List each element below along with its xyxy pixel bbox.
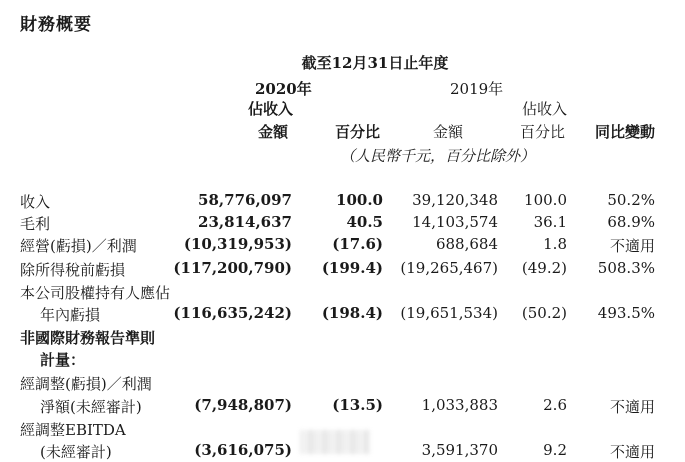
row-label: 經營(虧損)／利潤 (20, 237, 137, 255)
yoy-change: 50.2% (607, 191, 655, 209)
amount-2020: (10,319,953) (183, 235, 292, 253)
year-2019-header: 2019年 (450, 80, 504, 98)
yoy-header: 同比變動 (594, 123, 655, 141)
year-2020-header: 2020年 (255, 80, 312, 98)
row-label: 淨額(未經審計) (40, 398, 142, 416)
blurred-watermark (300, 430, 370, 454)
yoy-change: 493.5% (597, 304, 655, 322)
pct-2020: (198.4) (321, 304, 383, 322)
amount-2020: 23,814,637 (198, 213, 292, 231)
amount-2020: (116,635,242) (173, 304, 292, 322)
table-row (0, 373, 685, 394)
pct-2020: (13.5) (332, 396, 383, 414)
amount-2019: (19,651,534) (400, 304, 498, 322)
table-row (0, 235, 685, 256)
pct-2019: 36.1 (533, 213, 567, 231)
row-label: 毛利 (20, 215, 51, 233)
row-label: 經調整(虧損)／利潤 (20, 375, 152, 393)
pct-2019-header-line2: 百分比 (519, 123, 565, 141)
amount-2020-header: 金額 (257, 123, 288, 141)
table-row (0, 259, 685, 280)
table-row (0, 304, 685, 325)
pct-2020: (17.6) (332, 235, 383, 253)
table-row (0, 282, 685, 303)
yoy-change: 68.9% (607, 213, 655, 231)
pct-2019: (49.2) (521, 259, 567, 277)
pct-2020-header-line2: 百分比 (334, 123, 380, 141)
amount-2020: (3,616,075) (194, 441, 292, 459)
amount-2019: 14,103,574 (412, 213, 498, 231)
row-label: 年內虧損 (40, 306, 101, 324)
pct-2019: 2.6 (543, 396, 567, 414)
row-label: 本公司股權持有人應佔 (20, 284, 171, 302)
pct-2019: 100.0 (524, 191, 567, 209)
row-label: 計量： (40, 351, 86, 369)
amount-2019-header: 金額 (432, 123, 463, 141)
pct-2020: (199.4) (321, 259, 383, 277)
section-title: 財務概要 (20, 15, 92, 35)
yoy-change: 不適用 (609, 443, 655, 461)
yoy-change: 不適用 (609, 398, 655, 416)
amount-2019: 1,033,883 (421, 396, 498, 414)
amount-2019: 3,591,370 (421, 441, 498, 459)
unit-note: （人民幣千元，百分比除外） (340, 147, 536, 165)
pct-2019: 9.2 (543, 441, 567, 459)
row-label: 除所得稅前虧損 (20, 261, 126, 279)
amount-2020: (7,948,807) (194, 396, 292, 414)
pct-2019: 1.8 (543, 235, 567, 253)
row-label: (未經審計) (40, 443, 112, 461)
amount-2019: 688,684 (435, 235, 498, 253)
amount-2020: 58,776,097 (198, 191, 292, 209)
yoy-change: 508.3% (597, 259, 655, 277)
amount-2020: (117,200,790) (173, 259, 292, 277)
row-label: 經調整EBITDA (20, 421, 126, 439)
table-row (0, 327, 685, 348)
table-row (0, 191, 685, 212)
amount-2019: (19,265,467) (400, 259, 498, 277)
pct-2019: (50.2) (521, 304, 567, 322)
period-header: 截至12月31日止年度 (301, 54, 449, 72)
table-row (0, 396, 685, 417)
amount-2019: 39,120,348 (412, 191, 498, 209)
row-label: 收入 (20, 193, 51, 211)
pct-2020-header-line1: 佔收入 (247, 100, 293, 118)
yoy-change: 不適用 (609, 237, 655, 255)
row-label: 非國際財務報告準則 (20, 329, 156, 347)
pct-2020: 100.0 (336, 191, 383, 209)
table-row (0, 349, 685, 370)
pct-2020: 40.5 (346, 213, 383, 231)
table-row (0, 213, 685, 234)
pct-2019-header-line1: 佔收入 (521, 100, 567, 118)
